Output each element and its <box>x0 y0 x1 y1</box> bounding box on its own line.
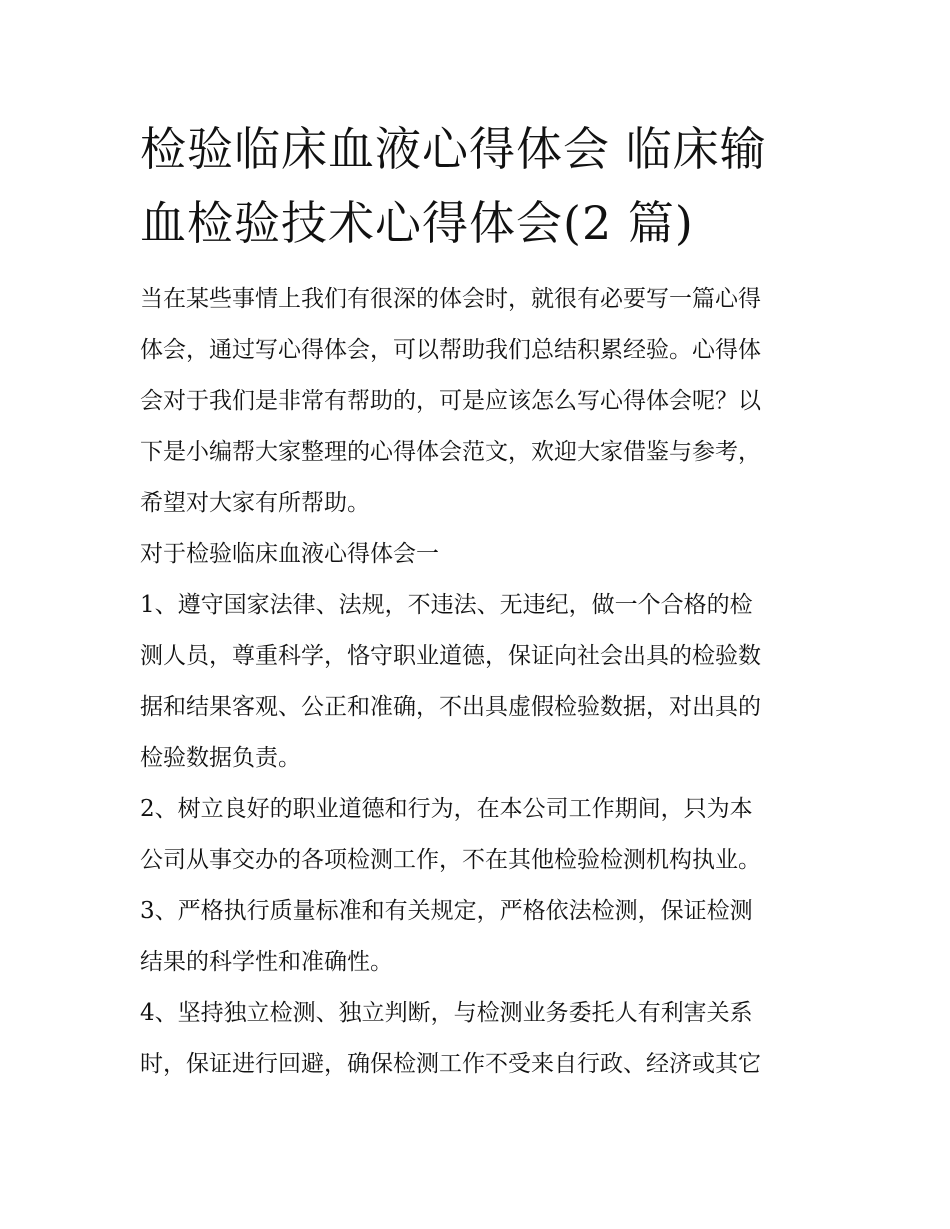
text-line: 当在某些事情上我们有很深的体会时，就很有必要写一篇心得 <box>140 286 761 312</box>
text-line: 时，保证进行回避，确保检测工作不受来自行政、经济或其它 <box>140 1051 761 1077</box>
text-line: 对于检验临床血液心得体会一 <box>140 541 439 567</box>
text-line: 1、遵守国家法律、法规，不违法、无违纪，做一个合格的检 <box>140 592 753 618</box>
list-item-1 <box>140 580 815 784</box>
document-body <box>140 274 815 1090</box>
intro-paragraph <box>140 274 815 529</box>
text-line: 体会，通过写心得体会，可以帮助我们总结积累经验。心得体 <box>140 337 761 363</box>
title-line: 血检验技术心得体会(2 篇) <box>140 196 694 250</box>
text-line: 会对于我们是非常有帮助的，可是应该怎么写心得体会呢？以 <box>140 388 761 414</box>
text-line: 测人员，尊重科学，恪守职业道德，保证向社会出具的检验数 <box>140 643 761 669</box>
list-item-3 <box>140 886 815 988</box>
text-line: 据和结果客观、公正和准确，不出具虚假检验数据，对出具的 <box>140 694 761 720</box>
text-line: 结果的科学性和准确性。 <box>140 949 393 975</box>
section-heading <box>140 529 815 580</box>
document-title <box>140 112 815 260</box>
title-line: 检验临床血液心得体会 临床输 <box>140 122 767 176</box>
text-line: 公司从事交办的各项检测工作，不在其他检验检测机构执业。 <box>140 847 761 873</box>
text-line: 检验数据负责。 <box>140 745 301 771</box>
list-item-2 <box>140 784 815 886</box>
list-item-4 <box>140 988 815 1090</box>
text-line: 下是小编帮大家整理的心得体会范文，欢迎大家借鉴与参考， <box>140 439 761 465</box>
text-line: 4、坚持独立检测、独立判断，与检测业务委托人有利害关系 <box>140 1000 753 1026</box>
text-line: 2、树立良好的职业道德和行为，在本公司工作期间，只为本 <box>140 796 753 822</box>
text-line: 3、严格执行质量标准和有关规定，严格依法检测，保证检测 <box>140 898 753 924</box>
text-line: 希望对大家有所帮助。 <box>140 490 370 516</box>
document-page <box>140 112 815 1090</box>
